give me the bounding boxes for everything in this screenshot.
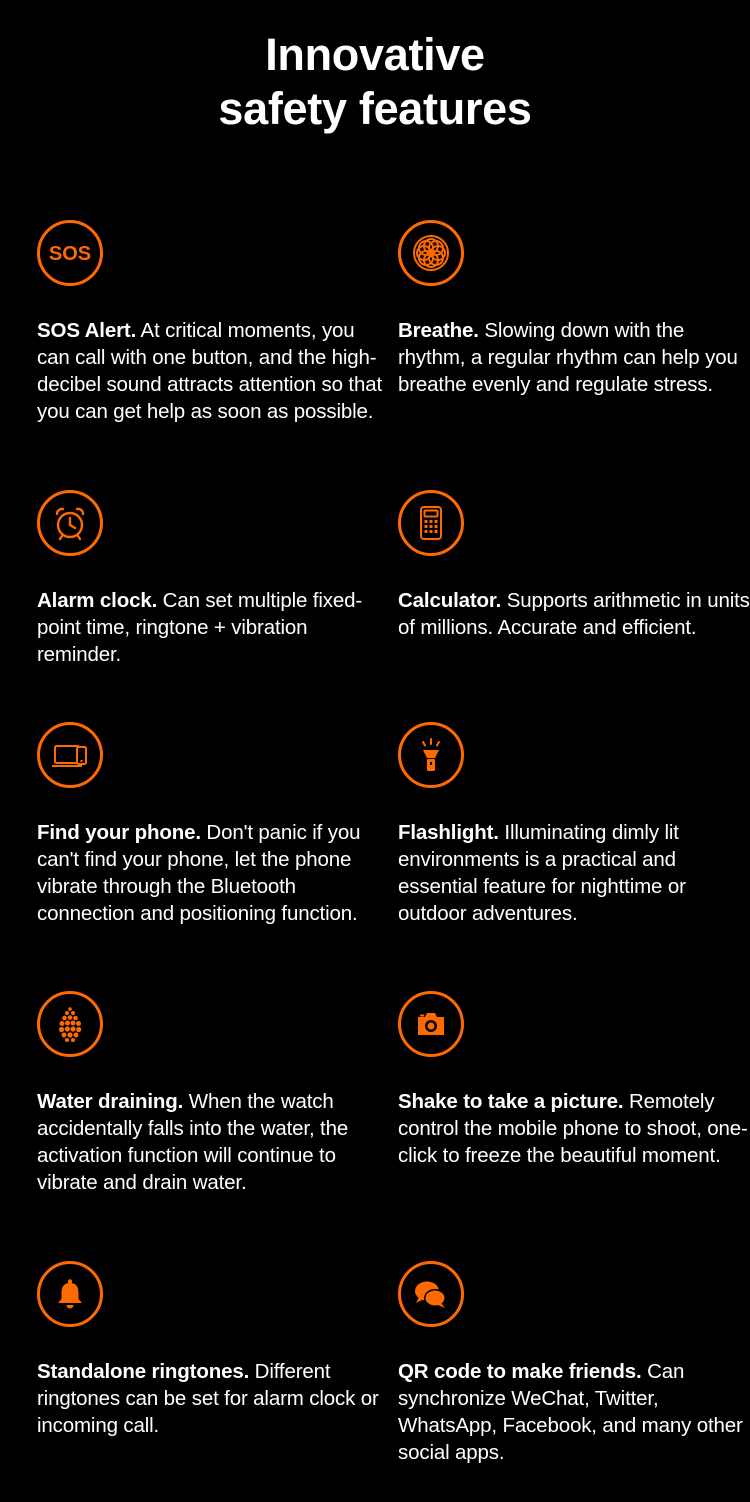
feature-text: Different ringtones can be set for alarm clock or incoming call. [37,1360,379,1437]
water-drop-icon [37,991,103,1057]
feature-title: Standalone ringtones. [37,1360,250,1383]
sos-icon [37,220,103,286]
feature-description [37,1088,389,1196]
feature-title: Alarm clock. [37,589,158,612]
feature-text: Can synchronize WeChat, Twitter, WhatsApp, Facebook, and many other social apps. [398,1360,743,1464]
feature-title: SOS Alert. [37,319,137,342]
bell-icon [37,1261,103,1327]
feature-description [398,317,750,398]
feature-description [398,587,750,641]
feature-description [37,819,389,927]
feature-title: Shake to take a picture. [398,1090,624,1113]
feature-sos-alert [37,220,389,425]
feature-text: Don't panic if you can't find your phone, let the phone vibrate through the Bluetooth connection and positioning function. [37,821,361,925]
calculator-icon [398,490,464,556]
laptop-phone-icon [37,722,103,788]
sos-icon-text: SOS [48,243,92,265]
breathe-flower-icon [398,220,464,286]
feature-description [398,819,750,927]
feature-text: Supports arithmetic in units of millions. Accurate and efficient. [398,589,750,639]
feature-text: Can set multiple fixed-point time, ringtone + vibration reminder. [37,589,363,666]
alarm-clock-icon [37,490,103,556]
feature-title: Flashlight. [398,821,499,844]
page-title [0,28,750,136]
feature-title: QR code to make friends. [398,1360,642,1383]
page-title-line-1: Innovative [265,29,485,80]
page-title-line-2: safety features [218,83,532,134]
feature-description [398,1088,750,1169]
feature-shake-to-take-picture [398,991,750,1169]
feature-description [37,1358,389,1439]
feature-title: Water draining. [37,1090,184,1113]
feature-calculator [398,490,750,641]
feature-description [398,1358,750,1466]
feature-find-your-phone [37,722,389,927]
chat-bubbles-icon [398,1261,464,1327]
feature-standalone-ringtones [37,1261,389,1439]
feature-title: Calculator. [398,589,502,612]
feature-description [37,317,389,425]
feature-alarm-clock [37,490,389,668]
feature-text: Slowing down with the rhythm, a regular rhythm can help you breathe evenly and regulate stress. [398,319,738,396]
flashlight-icon [398,722,464,788]
feature-text: When the watch accidentally falls into the water, the activation function will continue to vibrate and drain water. [37,1090,349,1194]
feature-text: Remotely control the mobile phone to shoot, one-click to freeze the beautiful moment. [398,1090,748,1167]
feature-qr-code-make-friends [398,1261,750,1466]
feature-title: Find your phone. [37,821,201,844]
feature-water-draining [37,991,389,1196]
camera-icon [398,991,464,1057]
feature-flashlight [398,722,750,927]
feature-breathe [398,220,750,398]
feature-text: Illuminating dimly lit environments is a practical and essential feature for nighttime or outdoor adventures. [398,821,686,925]
feature-title: Breathe. [398,319,479,342]
feature-text: At critical moments, you can call with one button, and the high-decibel sound attracts attention so that you can get help as soon as possible. [37,319,383,423]
feature-description [37,587,389,668]
